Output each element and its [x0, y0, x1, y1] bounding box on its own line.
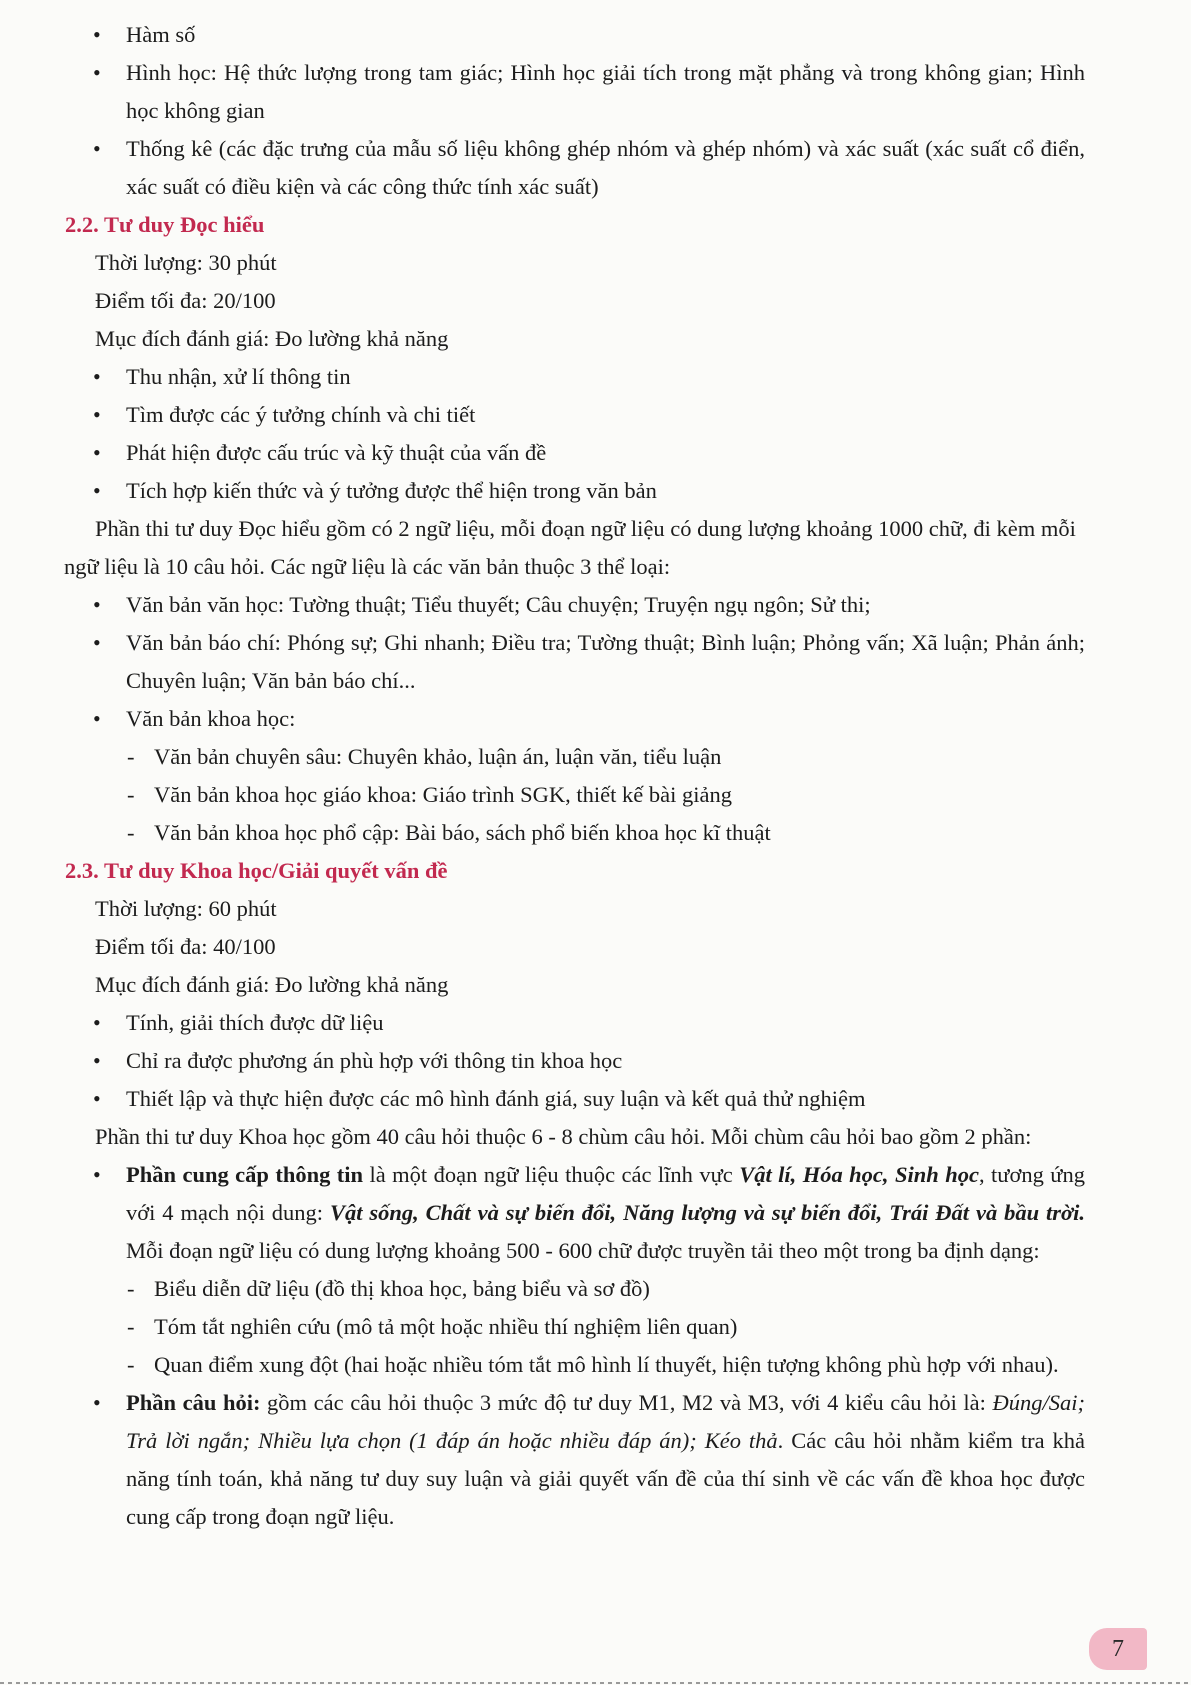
duration-text: Thời lượng: 60 phút — [95, 896, 277, 921]
bullet-icon: • — [93, 22, 101, 47]
sub-list-item: - Văn bản khoa học giáo khoa: Giáo trình SGK, thiết kế bài giảng — [0, 776, 1191, 814]
list-item: • Hàm số — [0, 16, 1191, 54]
list-item: • Phát hiện được cấu trúc và kỹ thuật của vấn đề — [0, 434, 1191, 472]
list-item: • Thiết lập và thực hiện được các mô hình đánh giá, suy luận và kết quả thử nghiệm — [0, 1080, 1191, 1118]
list-item: • Văn bản báo chí: Phóng sự; Ghi nhanh; Điều tra; Tường thuật; Bình luận; Phỏng vấn; Xã luận; Phản ánh; Chuyên luận; Văn bản báo chí... — [0, 624, 1191, 700]
bullet-icon: • — [93, 1162, 101, 1187]
bullet-icon: • — [93, 706, 101, 731]
page-content — [0, 16, 1191, 1536]
section-heading: 2.3. Tư duy Khoa học/Giải quyết vấn đề — [65, 858, 448, 883]
bullet-icon: • — [93, 1390, 101, 1415]
dash-icon: - — [127, 820, 135, 845]
sub-list-item: - Tóm tắt nghiên cứu (mô tả một hoặc nhiều thí nghiệm liên quan) — [0, 1308, 1191, 1346]
paragraph-line: ngữ liệu là 10 câu hỏi. Các ngữ liệu là các văn bản thuộc 3 thể loại: — [64, 554, 671, 579]
purpose-text: Mục đích đánh giá: Đo lường khả năng — [95, 326, 449, 351]
bullet-icon: • — [93, 1010, 101, 1035]
bullet-icon: • — [93, 60, 101, 85]
dash-icon: - — [127, 1352, 135, 1377]
section-heading: 2.2. Tư duy Đọc hiểu — [65, 212, 265, 237]
dash-icon: - — [127, 1314, 135, 1339]
duration-text: Thời lượng: 30 phút — [95, 250, 277, 275]
purpose-text: Mục đích đánh giá: Đo lường khả năng — [95, 972, 449, 997]
list-item: • Văn bản khoa học: — [0, 700, 1191, 738]
paragraph-line: Phần thi tư duy Đọc hiểu gồm có 2 ngữ liệu, mỗi đoạn ngữ liệu có dung lượng khoảng 1000 chữ, đi kèm mỗi — [95, 516, 1076, 541]
sub-list-item: - Văn bản khoa học phổ cập: Bài báo, sách phổ biến khoa học kĩ thuật — [0, 814, 1191, 852]
sub-list-item: - Văn bản chuyên sâu: Chuyên khảo, luận án, luận văn, tiểu luận — [0, 738, 1191, 776]
max-score-text: Điểm tối đa: 20/100 — [95, 288, 276, 313]
bullet-icon: • — [93, 1086, 101, 1111]
bullet-icon: • — [93, 402, 101, 427]
list-item: • Phần câu hỏi: gồm các câu hỏi thuộc 3 mức độ tư duy M1, M2 và M3, với 4 kiểu câu hỏi là: Đúng/Sai; Trả lời ngắn; Nhiều lựa chọn (1 đáp án hoặc nhiều đáp án); Kéo thả. Các câu hỏi nhằm kiểm tra khả năng tính toán, khả năng tư duy suy luận và giải quyết vấn đề của thí sinh về các vấn đề khoa học được cung cấp trong đoạn ngữ liệu. — [0, 1384, 1191, 1536]
page-number: 7 — [1089, 1628, 1147, 1670]
list-item: • Thu nhận, xử lí thông tin — [0, 358, 1191, 396]
list-item: • Chỉ ra được phương án phù hợp với thông tin khoa học — [0, 1042, 1191, 1080]
bullet-icon: • — [93, 630, 101, 655]
list-item: • Tích hợp kiến thức và ý tưởng được thể hiện trong văn bản — [0, 472, 1191, 510]
max-score-text: Điểm tối đa: 40/100 — [95, 934, 276, 959]
dash-icon: - — [127, 1276, 135, 1301]
dash-icon: - — [127, 744, 135, 769]
list-item: • Tìm được các ý tưởng chính và chi tiết — [0, 396, 1191, 434]
sub-list-item: - Biểu diễn dữ liệu (đồ thị khoa học, bảng biểu và sơ đồ) — [0, 1270, 1191, 1308]
bullet-icon: • — [93, 440, 101, 465]
page-divider — [0, 1682, 1191, 1684]
paragraph — [0, 510, 1191, 586]
bullet-icon: • — [93, 1048, 101, 1073]
bullet-icon: • — [93, 136, 101, 161]
sub-list-item: - Quan điểm xung đột (hai hoặc nhiều tóm tắt mô hình lí thuyết, hiện tượng không phù hợp với nhau). — [0, 1346, 1191, 1384]
list-item: • Hình học: Hệ thức lượng trong tam giác; Hình học giải tích trong mặt phẳng và trong không gian; Hình học không gian — [0, 54, 1191, 130]
paragraph: Phần thi tư duy Khoa học gồm 40 câu hỏi thuộc 6 - 8 chùm câu hỏi. Mỗi chùm câu hỏi bao gồm 2 phần: — [95, 1124, 1032, 1149]
list-item: • Tính, giải thích được dữ liệu — [0, 1004, 1191, 1042]
bullet-icon: • — [93, 478, 101, 503]
list-item: • Phần cung cấp thông tin là một đoạn ngữ liệu thuộc các lĩnh vực Vật lí, Hóa học, Sinh học, tương ứng với 4 mạch nội dung: Vật sống, Chất và sự biến đổi, Năng lượng và sự biến đổi, Trái Đất và bầu trời. Mỗi đoạn ngữ liệu có dung lượng khoảng 500 - 600 chữ được truyền tải theo một trong ba định dạng: — [0, 1156, 1191, 1270]
dash-icon: - — [127, 782, 135, 807]
list-item: • Thống kê (các đặc trưng của mẫu số liệu không ghép nhóm và ghép nhóm) và xác suất (xác suất cổ điển, xác suất có điều kiện và các công thức tính xác suất) — [0, 130, 1191, 206]
bullet-icon: • — [93, 592, 101, 617]
bullet-icon: • — [93, 364, 101, 389]
list-item: • Văn bản văn học: Tường thuật; Tiểu thuyết; Câu chuyện; Truyện ngụ ngôn; Sử thi; — [0, 586, 1191, 624]
